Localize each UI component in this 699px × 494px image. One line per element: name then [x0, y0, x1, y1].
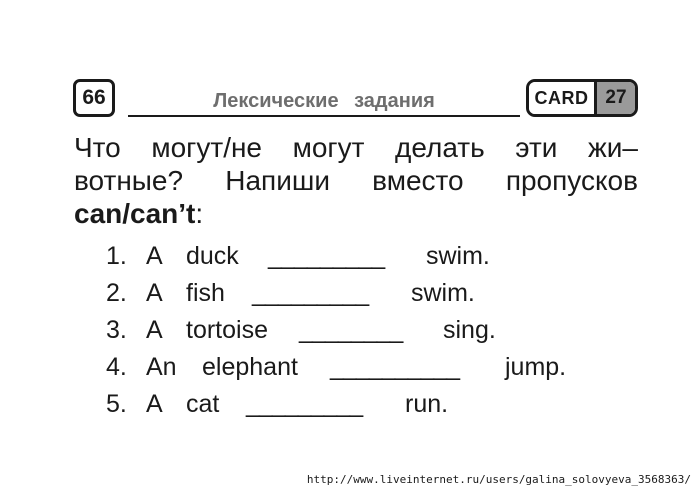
answer-blank[interactable]: _________ [252, 279, 369, 307]
answer-blank[interactable]: __________ [330, 353, 460, 381]
instruction-text [74, 131, 638, 230]
instruction-word: вотные? [74, 165, 184, 196]
card-number: 27 [594, 82, 635, 114]
instruction-word: пропусков [505, 165, 638, 196]
instruction-word: могут/не [151, 132, 263, 163]
instruction-word: делать [395, 132, 485, 163]
instruction-keywords: can/can’t [74, 198, 196, 229]
instruction-line-2 [74, 164, 638, 197]
exercise-animal: cat [186, 390, 220, 418]
instruction-word: жи– [588, 132, 638, 163]
exercise-animal: tortoise [186, 316, 268, 344]
card-badge [526, 79, 638, 117]
instruction-word: вместо [372, 165, 464, 196]
exercise-article: A [146, 390, 163, 418]
instruction-word: Что [74, 132, 121, 163]
exercise-number: 5. [106, 390, 127, 418]
answer-blank[interactable]: _________ [268, 242, 385, 270]
instruction-line-1 [74, 131, 638, 164]
page-number-box [73, 79, 115, 117]
exercise-article: A [146, 316, 163, 344]
exercise-verb: swim. [426, 242, 490, 270]
source-url: http://www.liveinternet.ru/users/galina_solovyeva_3568363/ [306, 473, 691, 486]
card-label: CARD [529, 82, 594, 114]
exercise-verb: jump. [505, 353, 567, 381]
answer-blank[interactable]: _________ [246, 390, 363, 418]
page-number: 66 [82, 86, 106, 109]
exercise-verb: swim. [411, 279, 475, 307]
exercise-animal: fish [186, 279, 225, 307]
exercise-article: A [146, 279, 163, 307]
exercise-article: An [146, 353, 177, 381]
instruction-word: могут [292, 132, 365, 163]
exercise-number: 3. [106, 316, 127, 344]
exercise-animal: duck [186, 242, 239, 270]
exercise-number: 2. [106, 279, 127, 307]
exercise-article: A [146, 242, 163, 270]
answer-blank[interactable]: ________ [299, 316, 403, 344]
exercise-animal: elephant [202, 353, 298, 381]
instruction-word: эти [515, 132, 558, 163]
instruction-colon: : [195, 198, 204, 229]
exercise-number: 1. [106, 242, 127, 270]
exercise-number: 4. [106, 353, 127, 381]
instruction-line-3 [74, 197, 638, 230]
instruction-word: Напиши [225, 165, 330, 196]
section-title: Лексические задания [128, 90, 520, 117]
exercise-verb: sing. [443, 316, 496, 344]
exercise-verb: run. [405, 390, 449, 418]
